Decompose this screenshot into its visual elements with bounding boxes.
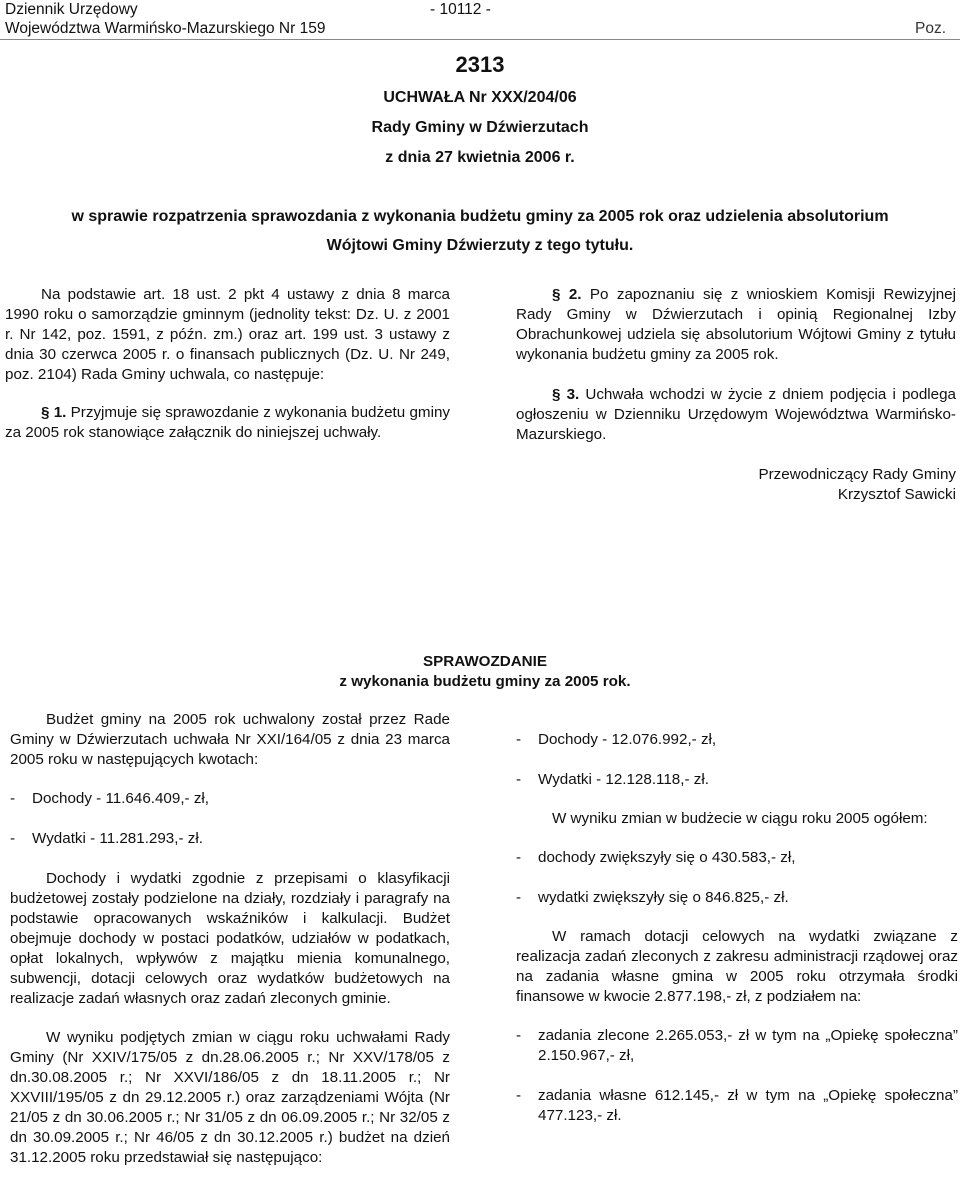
final-income: Dochody - 12.076.992,- zł, bbox=[538, 731, 717, 748]
list-item: - Dochody - 12.076.992,- zł, bbox=[516, 731, 717, 748]
act-number: 2313 bbox=[455, 52, 505, 77]
subject-line-2: Wójtowi Gminy Dźwierzuty z tego tytułu. bbox=[326, 237, 634, 254]
list-item: - wydatki zwiększyły się o 846.825,- zł. bbox=[516, 889, 789, 906]
council-name: Rady Gminy w Dźwierzutach bbox=[371, 119, 589, 136]
header-divider bbox=[0, 39, 960, 40]
subject-line-1: w sprawie rozpatrzenia sprawozdania z wykonania budżetu gminy za 2005 rok oraz udzielenia absolutorium bbox=[71, 208, 889, 225]
income-increase: dochody zwiększyły się o 430.583,- zł, bbox=[538, 849, 796, 866]
position-label: Poz. bbox=[914, 20, 946, 37]
paragraph-3-label: § 3. bbox=[552, 386, 580, 403]
own-tasks: zadania własne 612.145,- zł w tym na „Opiekę społeczna” 477.123,- zł. bbox=[538, 1087, 958, 1124]
legal-basis: Na podstawie art. 18 ust. 2 pkt 4 ustawy z dnia 8 marca 1990 roku o samorządzie gminnym (jednolity tekst: Dz. U. z 2001 r. Nr 142, poz. 1591, z późn. zm.) oraz art. 199 ust. 3 ustawy z dnia 30 czerwca 2005 r. o finansach publicznych (Dz. U. Nr 249, poz. 2104) Rada Gminy uchwala, co następuje: bbox=[5, 286, 450, 383]
resolution-right-column bbox=[516, 285, 956, 505]
signatory-role: Przewodniczący Rady Gminy bbox=[758, 466, 956, 483]
initial-expenses: Wydatki - 11.281.293,- zł. bbox=[32, 830, 203, 847]
initial-budget-list bbox=[10, 789, 450, 849]
expenses-increase: wydatki zwiększyły się o 846.825,- zł. bbox=[538, 889, 789, 906]
list-item: - Wydatki - 11.281.293,- zł. bbox=[10, 830, 203, 847]
report-right-column bbox=[516, 730, 958, 1126]
paragraph-3-text: Uchwała wchodzi w życie z dniem podjęcia i podlega ogłoszeniu w Dzienniku Urzędowym Województwa Warmińsko-Mazurskiego. bbox=[516, 386, 956, 443]
paragraph-2-label: § 2. bbox=[552, 286, 582, 303]
voivodeship-issue: Województwa Warmińsko-Mazurskiego Nr 159 bbox=[5, 20, 326, 37]
final-expenses: Wydatki - 12.128.118,- zł. bbox=[538, 771, 709, 788]
report-left-column bbox=[10, 710, 450, 1168]
report-subheading: z wykonania budżetu gminy za 2005 rok. bbox=[339, 673, 631, 690]
budget-changes: W wyniku podjętych zmian w ciągu roku uchwałami Rady Gminy (Nr XXIV/175/05 z dn.28.06.2005 r.; Nr XXV/178/05 z dn.30.08.2005 r.; Nr XXVI/186/05 z dn 18.11.2005 r.; Nr XXVIII/195/05 z dn 29.12.2005 r.) oraz zarządzeniami Wójta (Nr 21/05 z dn 30.06.2005 r.; Nr 31/05 z dn 06.09.2005 r.; Nr 32/05 z dn 30.09.2005 r.; Nr 46/05 z dn 30.12.2005 r.) budżet na dzień 31.12.2005 roku przedstawiał się następująco: bbox=[10, 1029, 450, 1166]
grants-intro: W ramach dotacji celowych na wydatki związane z realizacja zadań zleconych z zakresu administracji rządowej oraz na zadania własne gmina w 2005 roku otrzymała środki finansowe w kwocie 2.877.198,- zł, z podziałem na: bbox=[516, 928, 958, 1005]
paragraph-1 bbox=[5, 403, 450, 443]
resolution-title: UCHWAŁA Nr XXX/204/06 bbox=[383, 89, 577, 106]
list-item: - Dochody - 11.646.409,- zł, bbox=[10, 790, 210, 807]
report-heading: SPRAWOZDANIE bbox=[422, 653, 548, 670]
paragraph-3 bbox=[516, 385, 956, 445]
paragraph-2-text: Po zapoznaniu się z wnioskiem Komisji Rewizyjnej Rady Gminy w Dźwierzutach i opinią Regionalnej Izby Obrachunkowej udziela się absolutorium Wójtowi Gminy z tytułu wykonania budżetu gminy za 2005 rok. bbox=[516, 286, 956, 363]
page-header bbox=[0, 0, 960, 40]
changes-list bbox=[516, 848, 958, 908]
changes-intro: W wyniku zmian w budżecie w ciągu roku 2005 ogółem: bbox=[552, 810, 928, 827]
budget-intro: Budżet gminy na 2005 rok uchwalony został przez Rade Gminy w Dźwierzutach uchwała Nr XXI/164/05 z dnia 23 marca 2005 roku w następujących kwotach: bbox=[10, 711, 450, 768]
journal-title: Dziennik Urzędowy bbox=[5, 1, 138, 18]
budget-classification: Dochody i wydatki zgodnie z przepisami o klasyfikacji budżetowej zostały podzielone na działy, rozdziały i paragrafy na podstawie opracowanych wskaźników i kalkulacji. Budżet obejmuje dochody w postaci podatków, udziałów w podatkach, opłat lokalnych, wpływów z majątku mienia komunalnego, subwencji, dotacji celowych oraz wydatków budżetowych na realizacje zadań własnych oraz zadań zleconych gminie. bbox=[10, 870, 450, 1007]
paragraph-2 bbox=[516, 285, 956, 365]
list-item: - dochody zwiększyły się o 430.583,- zł, bbox=[516, 849, 796, 866]
commissioned-tasks: zadania zlecone 2.265.053,- zł w tym na „Opiekę społeczna” 2.150.967,- zł, bbox=[538, 1027, 958, 1064]
list-item: - zadania zlecone 2.265.053,- zł w tym na „Opiekę społeczna” 2.150.967,- zł, bbox=[516, 1027, 958, 1064]
list-item: - Wydatki - 12.128.118,- zł. bbox=[516, 771, 709, 788]
initial-income: Dochody - 11.646.409,- zł, bbox=[32, 790, 210, 807]
signatory-name: Krzysztof Sawicki bbox=[837, 486, 956, 503]
list-item: - zadania własne 612.145,- zł w tym na „Opiekę społeczna” 477.123,- zł. bbox=[516, 1087, 958, 1124]
paragraph-1-label: § 1. bbox=[41, 404, 67, 421]
final-budget-list bbox=[516, 730, 958, 790]
grants-list bbox=[516, 1026, 958, 1126]
page-number: - 10112 - bbox=[430, 1, 491, 18]
resolution-left-column bbox=[5, 285, 450, 443]
paragraph-1-text: Przyjmuje się sprawozdanie z wykonania budżetu gminy za 2005 rok stanowiące załącznik do niniejszej uchwały. bbox=[5, 404, 450, 441]
resolution-date: z dnia 27 kwietnia 2006 r. bbox=[385, 149, 575, 166]
